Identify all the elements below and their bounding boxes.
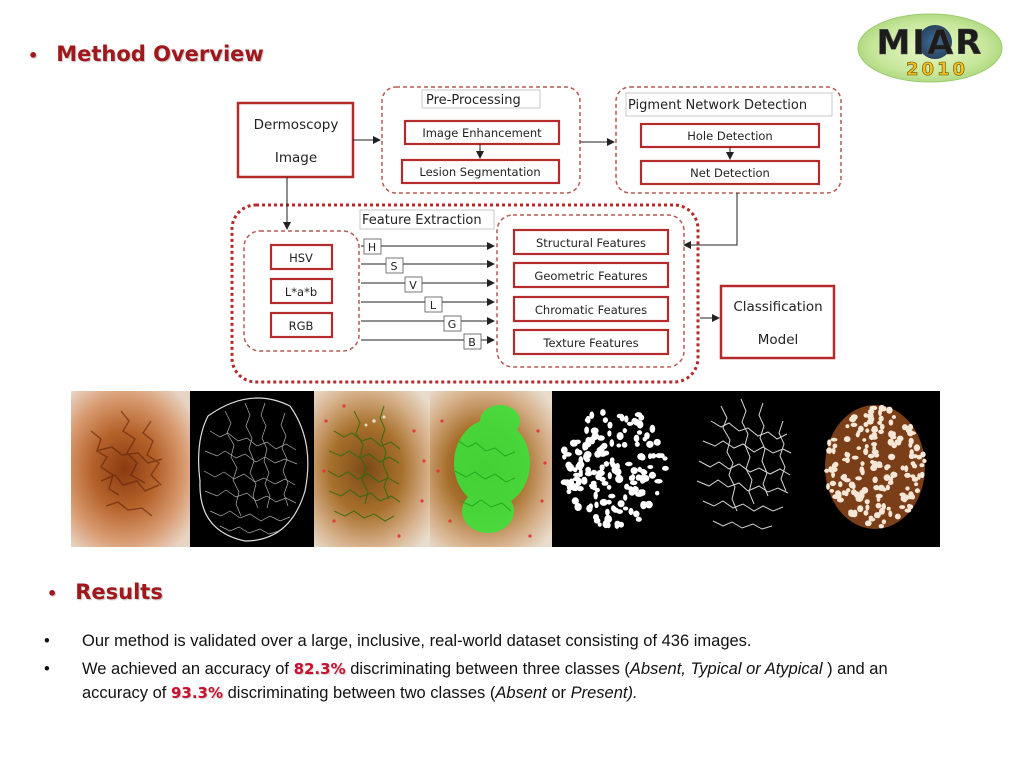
pigment-title: Pigment Network Detection bbox=[628, 98, 808, 113]
texture-blob bbox=[907, 504, 913, 509]
texture-blob bbox=[650, 425, 656, 433]
texture-blob bbox=[832, 494, 839, 499]
image-dermoscopy bbox=[71, 391, 190, 547]
texture-blob bbox=[852, 456, 859, 460]
texture-blob bbox=[851, 423, 858, 427]
texture-blob bbox=[880, 424, 885, 430]
texture-blob bbox=[878, 485, 885, 491]
dermoscopy-box bbox=[238, 103, 353, 177]
texture-blob bbox=[870, 465, 877, 471]
texture-blob bbox=[905, 486, 909, 490]
results-text-5: or bbox=[546, 684, 571, 702]
texture-blob bbox=[649, 472, 656, 479]
channel-b: B bbox=[468, 336, 476, 349]
texture-blob bbox=[845, 457, 850, 463]
texture-blob bbox=[565, 462, 572, 469]
texture-blob bbox=[655, 491, 659, 495]
results-item-dataset bbox=[44, 629, 944, 653]
texture-blob bbox=[662, 456, 667, 460]
texture-blob bbox=[585, 418, 590, 423]
texture-blob bbox=[571, 487, 578, 491]
texture-blob bbox=[858, 426, 864, 433]
texture-blob bbox=[826, 483, 830, 490]
texture-blob bbox=[605, 509, 610, 516]
texture-blob bbox=[644, 432, 650, 439]
texture-blob bbox=[860, 466, 865, 473]
texture-blob bbox=[630, 481, 638, 486]
image-net-skeleton bbox=[681, 391, 809, 547]
texture-blob bbox=[631, 467, 638, 474]
texture-blob bbox=[607, 430, 611, 436]
texture-blob bbox=[920, 472, 925, 478]
texture-blob bbox=[604, 461, 609, 467]
texture-blob bbox=[633, 419, 640, 426]
texture-blob bbox=[600, 464, 605, 470]
texture-blob bbox=[623, 507, 628, 511]
image-detected-network bbox=[430, 391, 552, 547]
results-heading bbox=[47, 580, 163, 604]
texture-blob bbox=[589, 412, 594, 419]
texture-blob bbox=[888, 480, 894, 485]
texture-blob bbox=[888, 439, 894, 446]
texture-blob bbox=[914, 482, 918, 486]
texture-blob bbox=[829, 467, 835, 473]
results-item-accuracy bbox=[44, 657, 944, 705]
results-line-1: Our method is validated over a large, inclusive, real-world dataset consisting of 436 images. bbox=[82, 632, 752, 650]
space-hsv: HSV bbox=[289, 251, 313, 265]
texture-blob bbox=[907, 430, 913, 437]
texture-blob bbox=[570, 440, 578, 447]
texture-blob bbox=[622, 442, 628, 448]
results-class-absent: Absent bbox=[495, 684, 547, 702]
texture-blob bbox=[617, 414, 624, 419]
texture-blob bbox=[845, 424, 849, 428]
image-binary-holes bbox=[552, 391, 681, 547]
texture-blob bbox=[636, 517, 642, 522]
texture-blob bbox=[901, 466, 905, 471]
texture-blob bbox=[919, 463, 924, 467]
texture-blob bbox=[610, 439, 615, 447]
channel-h: H bbox=[367, 241, 377, 254]
texture-blob bbox=[608, 472, 612, 479]
texture-blob bbox=[909, 453, 915, 459]
texture-blob bbox=[618, 522, 624, 528]
results-text-2: discriminating between three classes ( bbox=[345, 660, 630, 678]
texture-blob bbox=[922, 459, 926, 463]
texture-blob bbox=[616, 463, 620, 470]
texture-blob bbox=[838, 481, 842, 487]
pigment-network-group bbox=[616, 87, 841, 193]
texture-blob bbox=[845, 452, 849, 457]
channel-g: G bbox=[447, 318, 457, 331]
texture-blob bbox=[595, 488, 600, 493]
texture-blob bbox=[651, 453, 656, 458]
texture-blob bbox=[589, 484, 596, 488]
texture-blob bbox=[863, 448, 868, 455]
classification-label-2: Model bbox=[757, 332, 799, 348]
texture-blob bbox=[882, 503, 886, 510]
texture-blob bbox=[638, 415, 644, 421]
texture-blob bbox=[631, 474, 635, 481]
feature-extraction-group bbox=[232, 205, 698, 382]
texture-blob bbox=[567, 489, 572, 494]
texture-blob bbox=[861, 487, 868, 494]
texture-blob bbox=[588, 437, 596, 441]
texture-blob bbox=[864, 422, 869, 427]
texture-blob bbox=[912, 464, 917, 469]
texture-blob bbox=[857, 446, 862, 450]
texture-blob bbox=[874, 513, 881, 519]
texture-blob bbox=[915, 488, 920, 493]
texture-blob bbox=[582, 442, 586, 450]
texture-blob bbox=[865, 428, 869, 432]
texture-blob bbox=[869, 518, 876, 522]
texture-blob bbox=[654, 479, 662, 484]
texture-blob bbox=[896, 442, 901, 446]
texture-blob bbox=[565, 482, 571, 486]
results-classes-three: Absent, Typical or Atypical bbox=[629, 660, 823, 678]
bullet: • bbox=[28, 46, 39, 65]
texture-blob bbox=[862, 438, 866, 442]
texture-blob bbox=[892, 415, 896, 419]
texture-blob bbox=[602, 481, 609, 486]
texture-blob bbox=[827, 439, 831, 446]
texture-blob bbox=[851, 483, 855, 489]
texture-blob bbox=[826, 447, 832, 453]
texture-blob bbox=[832, 447, 836, 454]
texture-blob bbox=[647, 465, 653, 469]
texture-blob bbox=[581, 477, 587, 485]
texture-blob bbox=[884, 465, 889, 470]
structural-features: Structural Features bbox=[535, 236, 647, 250]
image-detected-holes bbox=[314, 391, 430, 547]
bullet: • bbox=[47, 584, 58, 603]
texture-blob bbox=[654, 439, 661, 446]
texture-blob bbox=[882, 519, 886, 524]
texture-blob bbox=[635, 442, 640, 447]
texture-blob bbox=[824, 469, 829, 473]
channel-l: L bbox=[429, 299, 437, 312]
texture-blob bbox=[882, 406, 886, 411]
texture-blob bbox=[623, 428, 627, 433]
hole-detection: Hole Detection bbox=[687, 129, 773, 143]
preprocessing-title: Pre-Processing bbox=[426, 93, 521, 108]
results-class-present: Present). bbox=[570, 684, 638, 702]
texture-blob bbox=[575, 450, 582, 456]
texture-blob bbox=[641, 470, 648, 475]
texture-blob bbox=[600, 409, 606, 416]
texture-blob bbox=[637, 430, 642, 435]
texture-blob bbox=[636, 474, 642, 480]
texture-blob bbox=[864, 510, 869, 516]
texture-blob bbox=[888, 454, 895, 460]
texture-blob bbox=[876, 503, 882, 509]
texture-blob bbox=[860, 461, 864, 466]
preprocessing-group bbox=[382, 87, 580, 193]
lesion-segmentation: Lesion Segmentation bbox=[419, 165, 541, 179]
results-text-4: discriminating between two classes ( bbox=[223, 684, 496, 702]
channel-v: V bbox=[409, 279, 417, 292]
texture-blob bbox=[603, 520, 610, 528]
texture-blob bbox=[889, 419, 894, 425]
texture-blob bbox=[842, 476, 847, 481]
texture-blob bbox=[561, 447, 568, 455]
texture-blob bbox=[870, 406, 877, 411]
results-list bbox=[44, 629, 944, 709]
texture-blob bbox=[616, 444, 621, 448]
texture-blob bbox=[610, 461, 615, 468]
texture-features: Texture Features bbox=[543, 336, 639, 350]
image-enhancement: Image Enhancement bbox=[422, 126, 542, 140]
texture-blob bbox=[851, 414, 858, 420]
texture-blob bbox=[593, 514, 599, 520]
texture-blob bbox=[887, 507, 891, 511]
texture-blob bbox=[901, 496, 906, 502]
method-overview-title: Method Overview bbox=[56, 42, 264, 66]
texture-blob bbox=[848, 510, 853, 514]
texture-blob bbox=[899, 505, 905, 509]
texture-blob bbox=[637, 453, 645, 460]
classification-box bbox=[721, 286, 834, 358]
texture-blob bbox=[891, 472, 896, 478]
texture-blob bbox=[617, 432, 624, 440]
texture-blob bbox=[624, 416, 628, 423]
texture-blob bbox=[830, 489, 835, 493]
texture-blob bbox=[598, 523, 602, 527]
texture-blob bbox=[594, 502, 598, 509]
texture-blob bbox=[616, 509, 623, 514]
texture-blob bbox=[868, 454, 875, 459]
bullet: • bbox=[44, 632, 50, 650]
texture-blob bbox=[586, 505, 592, 513]
image-overlay-net bbox=[809, 391, 940, 547]
accuracy-two-class: 93.3% bbox=[170, 684, 224, 702]
results-text-1: We achieved an accuracy of bbox=[82, 660, 294, 678]
texture-blob bbox=[608, 422, 613, 429]
texture-blob bbox=[572, 497, 579, 504]
texture-blob bbox=[872, 477, 877, 484]
texture-blob bbox=[831, 438, 838, 442]
logo-year: 2010 bbox=[905, 59, 969, 80]
results-title: Results bbox=[75, 580, 163, 604]
texture-blob bbox=[573, 473, 580, 477]
texture-blob bbox=[910, 474, 915, 478]
texture-blob bbox=[879, 416, 884, 422]
texture-blob bbox=[865, 444, 869, 448]
texture-blob bbox=[884, 474, 891, 481]
texture-blob bbox=[911, 494, 915, 499]
texture-blob bbox=[624, 484, 629, 490]
texture-blob bbox=[645, 501, 653, 509]
logo-letters: MIAR bbox=[876, 23, 984, 63]
texture-blob bbox=[597, 447, 605, 453]
texture-blob bbox=[597, 435, 605, 441]
feature-extraction-title: Feature Extraction bbox=[362, 213, 482, 228]
texture-blob bbox=[878, 409, 882, 416]
texture-blob bbox=[627, 422, 633, 426]
texture-blob bbox=[844, 436, 851, 442]
texture-blob bbox=[594, 492, 598, 500]
texture-blob bbox=[629, 508, 634, 515]
texture-blob bbox=[864, 413, 869, 418]
texture-blob bbox=[600, 499, 608, 506]
texture-blob bbox=[904, 473, 911, 478]
texture-blob bbox=[603, 417, 608, 423]
texture-blob bbox=[888, 431, 894, 438]
texture-blob bbox=[612, 506, 616, 511]
texture-blob bbox=[872, 426, 878, 430]
space-rgb: RGB bbox=[288, 319, 314, 333]
net-detection: Net Detection bbox=[690, 166, 770, 180]
dermoscopy-label-1: Dermoscopy bbox=[253, 117, 339, 133]
texture-blob bbox=[871, 432, 877, 438]
texture-blob bbox=[584, 427, 589, 434]
texture-blob bbox=[618, 500, 625, 507]
texture-blob bbox=[844, 490, 849, 496]
space-lab: L*a*b bbox=[284, 285, 318, 299]
texture-blob bbox=[914, 444, 920, 451]
dermoscopy-label-2: Image bbox=[274, 150, 318, 166]
texture-blob bbox=[886, 485, 890, 491]
texture-blob bbox=[625, 462, 633, 466]
bullet: • bbox=[44, 660, 50, 678]
texture-blob bbox=[608, 494, 615, 499]
texture-blob bbox=[895, 514, 901, 520]
texture-blob bbox=[562, 454, 566, 460]
texture-blob bbox=[851, 489, 857, 495]
texture-blob bbox=[855, 476, 862, 480]
classification-label-1: Classification bbox=[733, 299, 823, 315]
texture-blob bbox=[886, 407, 892, 414]
texture-blob bbox=[888, 511, 892, 518]
texture-blob bbox=[870, 411, 874, 417]
texture-blob bbox=[633, 511, 640, 518]
texture-blob bbox=[607, 485, 612, 490]
texture-blob bbox=[877, 496, 881, 502]
geometric-features: Geometric Features bbox=[534, 269, 648, 283]
texture-blob bbox=[831, 472, 835, 478]
texture-blob bbox=[865, 499, 870, 504]
texture-blob bbox=[638, 489, 645, 493]
texture-blob bbox=[585, 471, 592, 476]
results-text-3: ) and an accuracy of bbox=[82, 660, 888, 702]
texture-blob bbox=[629, 489, 636, 496]
texture-blob bbox=[908, 442, 912, 448]
texture-blob bbox=[878, 430, 884, 435]
texture-blob bbox=[879, 524, 884, 528]
texture-blob bbox=[865, 504, 869, 510]
texture-blob bbox=[623, 494, 627, 501]
texture-blob bbox=[646, 441, 653, 448]
accuracy-three-class: 82.3% bbox=[293, 660, 346, 678]
texture-blob bbox=[577, 461, 585, 468]
chromatic-features: Chromatic Features bbox=[534, 303, 648, 317]
texture-blob bbox=[662, 466, 669, 471]
channel-s: S bbox=[390, 260, 398, 273]
texture-blob bbox=[595, 474, 602, 481]
texture-blob bbox=[902, 424, 908, 430]
texture-blob bbox=[634, 435, 640, 442]
texture-blob bbox=[830, 481, 836, 486]
image-network-edges bbox=[190, 391, 314, 547]
texture-blob bbox=[584, 451, 592, 458]
texture-blob bbox=[833, 444, 838, 449]
texture-blob bbox=[920, 452, 925, 458]
texture-blob bbox=[871, 442, 877, 446]
texture-blob bbox=[576, 479, 580, 486]
texture-blob bbox=[857, 505, 863, 512]
